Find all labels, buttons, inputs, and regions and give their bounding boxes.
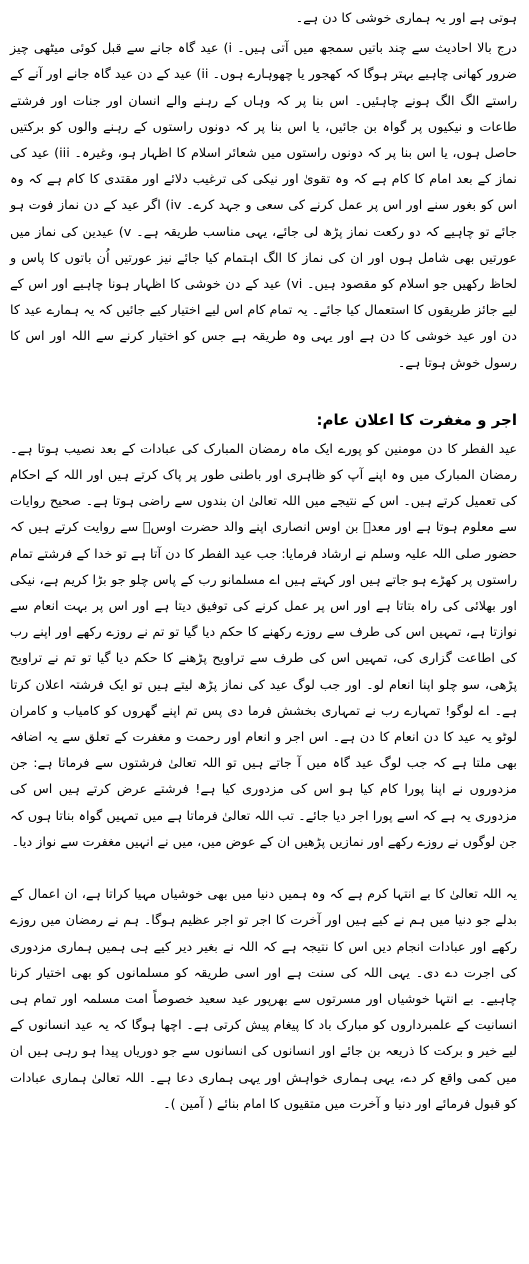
- paragraph-reward-forgiveness: عید الفطر کا دن مومنین کو پورے ایک ماہ رمضان المبارک کی عبادات کے بعد نصیب ہوتا ہے۔ رمضان المبارک میں وہ اپنے آپ کو ظاہری اور باطنی طور پر پاک کرتے ہیں اور اللہ کے احکام کی تعمیل کرتے ہیں۔ اس کے نتیجے میں اللہ تعالیٰ ان بندوں سے راضی ہوتا ہے۔ صحیح روایات سے معلوم ہوتا ہے اور معدؓ بن اوس انصاری اپنے والد حضرت اوسؓ سے روایت کرتے ہیں کہ حضور صلی اللہ علیہ وسلم نے ارشاد فرمایا: جب عید الفطر کا دن آتا ہے تو خدا کے فرشتے تمام راستوں پر کھڑے ہو جاتے ہیں اور کہتے ہیں اے مسلمانو رب کے پاس چلو جو بڑا کریم ہے، نیکی اور بھلائی کی راہ بتاتا ہے اور اس پر عمل کرنے کی توفیق دیتا ہے اور اس پر بہت انعام سے نوازتا ہے، تمہیں اس کی طرف سے روزے رکھنے کا حکم دیا گیا تو تم نے روزے رکھے اور اپنے رب کی اطاعت گزاری کی، تمہیں اس کی طرف سے تراویح پڑھنے کا حکم دیا گیا تو تم نے تراویح پڑھی، سو چلو اپنا انعام لو۔ اور جب لوگ عید کی نماز پڑھ لیتے ہیں تو ایک فرشتہ اعلان کرتا ہے۔ اے لوگو! تمہارے رب نے تمہاری بخشش فرما دی پس تم اپنے گھروں کو کامیاب و کامران لوٹو یہ عید کا دن انعام کا دن ہے۔ اس اجر و انعام اور رحمت و مغفرت کے تعلق سے یہ اضافہ بھی ملتا ہے کہ جب لوگ عید گاہ میں آ جاتے ہیں تو اللہ تعالیٰ فرشتوں سے فرماتا ہے: جن مزدوروں نے اپنا پورا کام کیا ہو اس کی مزدوری کیا ہے! فرشتے عرض کرتے ہیں اس کی مزدوری یہ ہے کہ اسے پورا اجر دیا جائے۔ تب اللہ تعالیٰ فرماتا ہے میں تمہیں گواہ بناتا ہوں کہ جن لوگوں نے روزے رکھے اور نمازیں پڑھیں ان کے عوض میں، میں نے انہیں مغفرت سے نواز دیا۔: [10, 441, 517, 850]
- paragraph-closing-prayer: یہ اللہ تعالیٰ کا بے انتہا کرم ہے کہ وہ ہمیں دنیا میں بھی خوشیاں مہیا کراتا ہے، ان اعمال کے بدلے جو دنیا میں ہم نے کیے ہیں اور آخرت کا اجر تو اجر عظیم ہوگا۔ ہم نے رمضان میں روزے رکھے اور عبادات انجام دیں اس کا نتیجہ ہے کہ اللہ نے بغیر دیر کیے ہی ہمیں ہماری مزدوری کی اجرت دے دی۔ یہی اللہ کی سنت ہے اور اسی طریقہ کو مسلمانوں کو بھی اختیار کرنا چاہیے۔ بے انتہا خوشیاں اور مسرتوں سے بھرپور عید سعید خصوصاً امت مسلمہ اور تمام ہی انسانیت کے علمبرداروں کو مبارک باد کا پیغام پیش کرتی ہے۔ اچھا ہوگا کہ یہ عید انسانوں کے لیے خیر و برکت کا ذریعہ بن جائے اور انسانوں کی انسانوں سے جو دوریاں پیدا ہو رہی ہیں ان میں کمی واقع کر دے، یہی ہماری خواہش اور یہی ہماری دعا ہے۔ اللہ تعالیٰ ہماری عبادات کو قبول فرمائے اور دنیا و آخرت میں متقیوں کا امام بنائے ( آمین )۔: [10, 887, 517, 1112]
- intro-line: ہوتی ہے اور یہ ہماری خوشی کا دن ہے۔: [295, 11, 517, 26]
- section-heading: اجر و مغفرت کا اعلان عام:: [316, 410, 517, 429]
- paragraph-hadith-points: درج بالا احادیث سے چند باتیں سمجھ میں آتی ہیں۔ i) عید گاہ جانے سے قبل کوئی میٹھی چیز ضرور کھانی چاہیے بہتر ہوگا کہ کھجور یا چھوہارے ہوں۔ ii) عید کے دن عید گاہ جانے اور آنے کے راستے الگ الگ ہونے چاہئیں۔ اس بنا پر کہ وہاں کے رہنے والے انسان اور جنات اور فرشتے طاعات و نیکیوں پر گواہ بن جائیں، یا اس بنا پر کہ دونوں راستوں کے رہنے والوں کو برکتیں حاصل ہوں، یا اس بنا پر کہ دونوں راستوں میں شعائر اسلام کا اظہار ہو، وغیرہ۔ iii) عید کی نماز کے بعد امام کا کام ہے کہ وہ تقویٰ اور نیکی کی ترغیب دلائے اور مقتدی کا کام ہے کہ وہ اس کو بغور سنے اور اس پر عمل کرنے کی سعی و جہد کرے۔ iv) اگر عید کے دن نماز فوت ہو جائے تو چاہیے کہ دو رکعت نماز پڑھ لی جائے، یہی مناسب طریقہ ہے۔ v) عیدین کی نماز میں عورتیں بھی شامل ہوں اور ان کی نماز کا الگ اہتمام کیا جائے نیز عورتیں اُن باتوں کا پاس و لحاظ رکھیں جو اسلام کو مقصود ہیں۔ vi) عید کے دن خوشی کا اظہار ہونا چاہیے اور اس کے لیے جائز طریقوں کا استعمال کیا جائے۔ یہ تمام کام اس لیے اختیار کیے جائیں کہ یہ ہمارے عید کا دن اور عید خوشی کا دن ہے اور یہی وہ طریقہ ہے جس کو اختیار کرنے سے اللہ اور اس کا رسول خوش ہوتا ہے۔: [10, 41, 517, 371]
- article-page: [0, 6, 529, 1264]
